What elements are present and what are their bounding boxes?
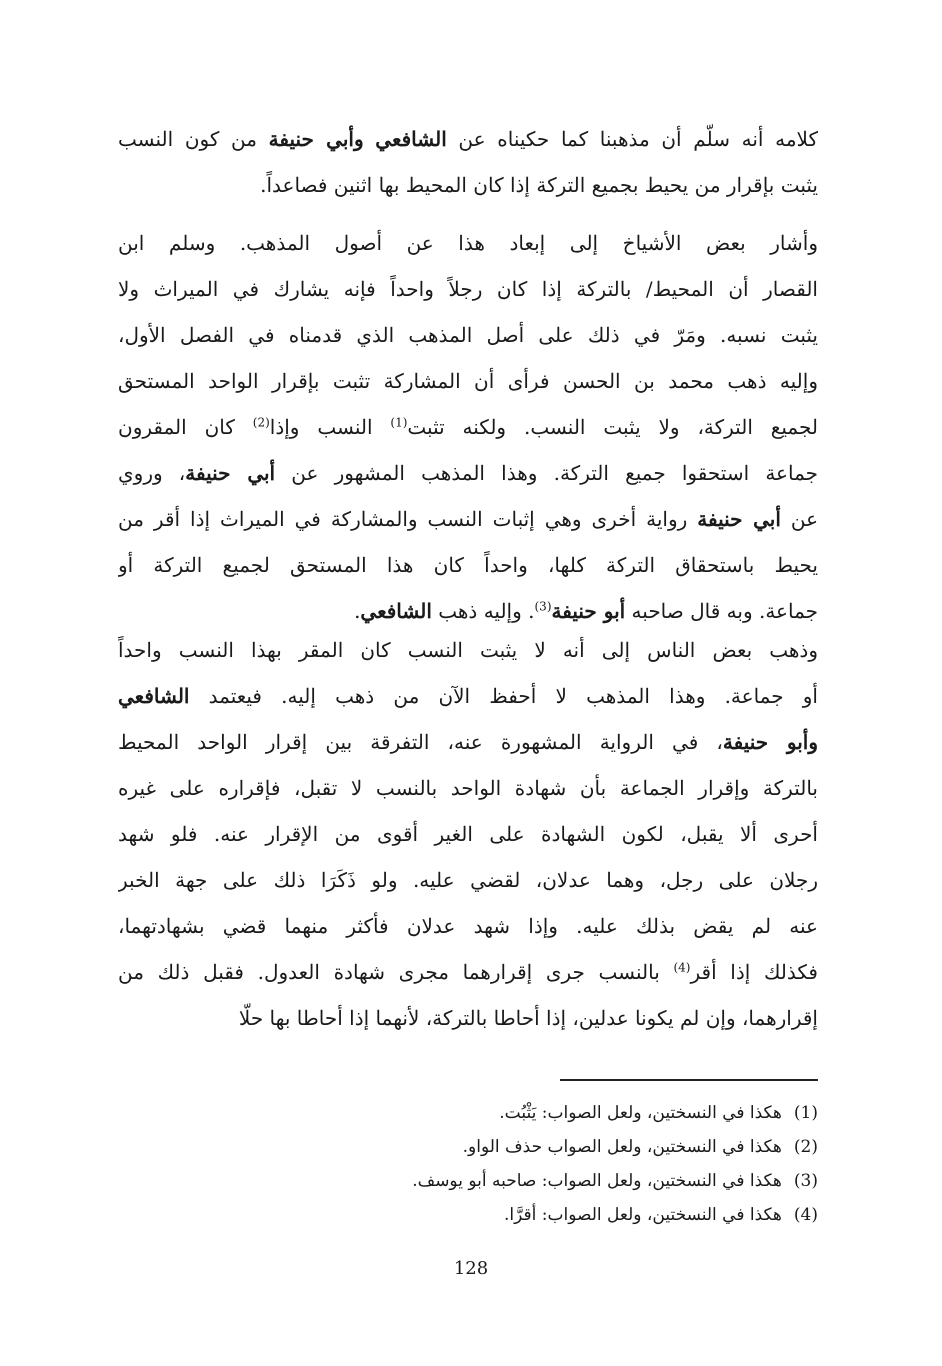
- bold-name: الشافعي: [375, 127, 447, 151]
- paragraph-3: [118, 627, 818, 1041]
- footnote-number: (2): [793, 1137, 818, 1157]
- text-run: أو جماعة. وهذا المذهب لا أحفظ الآن من ذهب إليه. فيعتمد: [189, 684, 818, 708]
- footnote-number: (3): [793, 1171, 818, 1191]
- footnote-number: (1): [793, 1103, 818, 1123]
- text-run: رواية أخرى وهي إثبات النسب والمشاركة في الميراث إذا أقر من: [118, 507, 698, 531]
- bold-name: وأبي حنيفة: [268, 127, 364, 151]
- text-line: [118, 162, 818, 208]
- footnote-separator: [560, 1079, 818, 1081]
- text-line: [118, 266, 818, 312]
- text-line: [118, 116, 818, 162]
- text-run: فكذلك إذا أقر: [690, 960, 818, 984]
- text-line: [118, 719, 818, 765]
- text-run: . وإليه ذهب: [431, 599, 535, 623]
- text-line: [118, 404, 818, 450]
- text-run: إقرارهما، وإن لم يكونا عدلين، إذا أحاطا بالتركة، لأنهما إذا أحاطا بها حلّا: [238, 1006, 818, 1030]
- text-run: .: [354, 599, 361, 623]
- footnote-text: هكذا في النسختين، ولعل الصواب حذف الواو.: [462, 1137, 782, 1157]
- text-line: [118, 857, 818, 903]
- text-run: القصار أن المحيط/ بالتركة إذا كان رجلاً واحداً فإنه يشارك في الميراث ولا: [118, 277, 818, 301]
- text-line: [118, 811, 818, 857]
- text-run: كان المقرون: [118, 415, 253, 439]
- bold-name: وأبو حنيفة: [722, 730, 818, 754]
- text-run: من كون النسب: [118, 127, 269, 151]
- text-run: عنه لم يقض بذلك عليه. وإذا شهد عدلان فأكثر منهما قضي بشهادتهما،: [118, 914, 818, 938]
- text-run: وأشار بعض الأشياخ إلى إبعاد هذا عن أصول المذهب. وسلم ابن: [118, 231, 818, 255]
- bold-name: الشافعي: [360, 599, 432, 623]
- text-run: ، وروي: [118, 461, 186, 485]
- text-run: ، في الرواية المشهورة عنه، التفرقة بين إقرار الواحد المحيط: [118, 730, 723, 754]
- paragraph-2: [118, 220, 818, 634]
- text-line: [118, 903, 818, 949]
- text-run: [364, 127, 376, 151]
- footnote-ref: (4): [673, 960, 691, 975]
- footnote-4: [118, 1198, 818, 1232]
- text-run: وإليه ذهب محمد بن الحسن فرأى أن المشاركة تثبت بإقرار الواحد المستحق: [118, 369, 818, 393]
- footnote-text: هكذا في النسختين، ولعل الصواب: يَثْبُت.: [499, 1103, 782, 1123]
- text-run: يحيط باستحقاق التركة كلها، واحداً كان هذا المستحق لجميع التركة أو: [118, 553, 818, 577]
- text-run: عن: [780, 507, 818, 531]
- page-number: 128: [453, 1258, 489, 1279]
- text-run: رجلان على رجل، وهما عدلان، لقضي عليه. ولو ذَكَرَا ذلك على جهة الخبر: [118, 868, 818, 892]
- footnote-1: [118, 1096, 818, 1130]
- text-line: [118, 627, 818, 673]
- text-run: النسب وإذا: [269, 415, 391, 439]
- text-line: [118, 949, 818, 995]
- footnote-number: (4): [793, 1205, 818, 1225]
- text-run: لجميع التركة، ولا يثبت النسب. ولكنه تثبت: [407, 415, 818, 439]
- footnote-2: [118, 1130, 818, 1164]
- bold-name: أبي حنيفة: [185, 461, 276, 485]
- bold-name: أبي حنيفة: [697, 507, 781, 531]
- text-line: [118, 450, 818, 496]
- text-line: [118, 220, 818, 266]
- footnote-text: هكذا في النسختين، ولعل الصواب: أقرَّا.: [504, 1205, 782, 1225]
- text-run: بالتركة وإقرار الجماعة بأن شهادة الواحد بالنسب لا تقبل، فإقراره على غيره: [118, 776, 818, 800]
- text-run: يثبت بإقرار من يحيط بجميع التركة إذا كان المحيط بها اثنين فصاعداً.: [260, 173, 818, 197]
- paragraph-1: [118, 116, 818, 208]
- footnote-text: هكذا في النسختين، ولعل الصواب: صاحبه أبو يوسف.: [412, 1171, 782, 1191]
- text-line: [118, 765, 818, 811]
- text-line: [118, 673, 818, 719]
- text-line: [118, 358, 818, 404]
- footnote-ref: (1): [390, 415, 408, 430]
- text-line: [118, 312, 818, 358]
- bold-name: الشافعي: [118, 684, 190, 708]
- text-run: يثبت نسبه. ومَرّ في ذلك على أصل المذهب الذي قدمناه في الفصل الأول،: [118, 323, 818, 347]
- text-run: جماعة. وبه قال صاحبه: [625, 599, 818, 623]
- text-line: [118, 496, 818, 542]
- text-run: كلامه أنه سلّم أن مذهبنا كما حكيناه عن: [446, 127, 818, 151]
- text-run: جماعة استحقوا جميع التركة. وهذا المذهب المشهور عن: [275, 461, 818, 485]
- text-line: [118, 542, 818, 588]
- footnote-3: [118, 1164, 818, 1198]
- text-run: بالنسب جرى إقرارهما مجرى شهادة العدول. فقبل ذلك من: [118, 960, 674, 984]
- text-run: أحرى ألا يقبل، لكون الشهادة على الغير أقوى من الإقرار عنه. فلو شهد: [118, 822, 818, 846]
- bold-name: أبو حنيفة: [551, 599, 626, 623]
- footnote-ref: (3): [534, 599, 552, 614]
- footnotes: [118, 1096, 818, 1232]
- footnote-ref: (2): [252, 415, 270, 430]
- text-line: [118, 995, 818, 1041]
- text-run: وذهب بعض الناس إلى أنه لا يثبت النسب كان المقر بهذا النسب واحداً: [118, 638, 818, 662]
